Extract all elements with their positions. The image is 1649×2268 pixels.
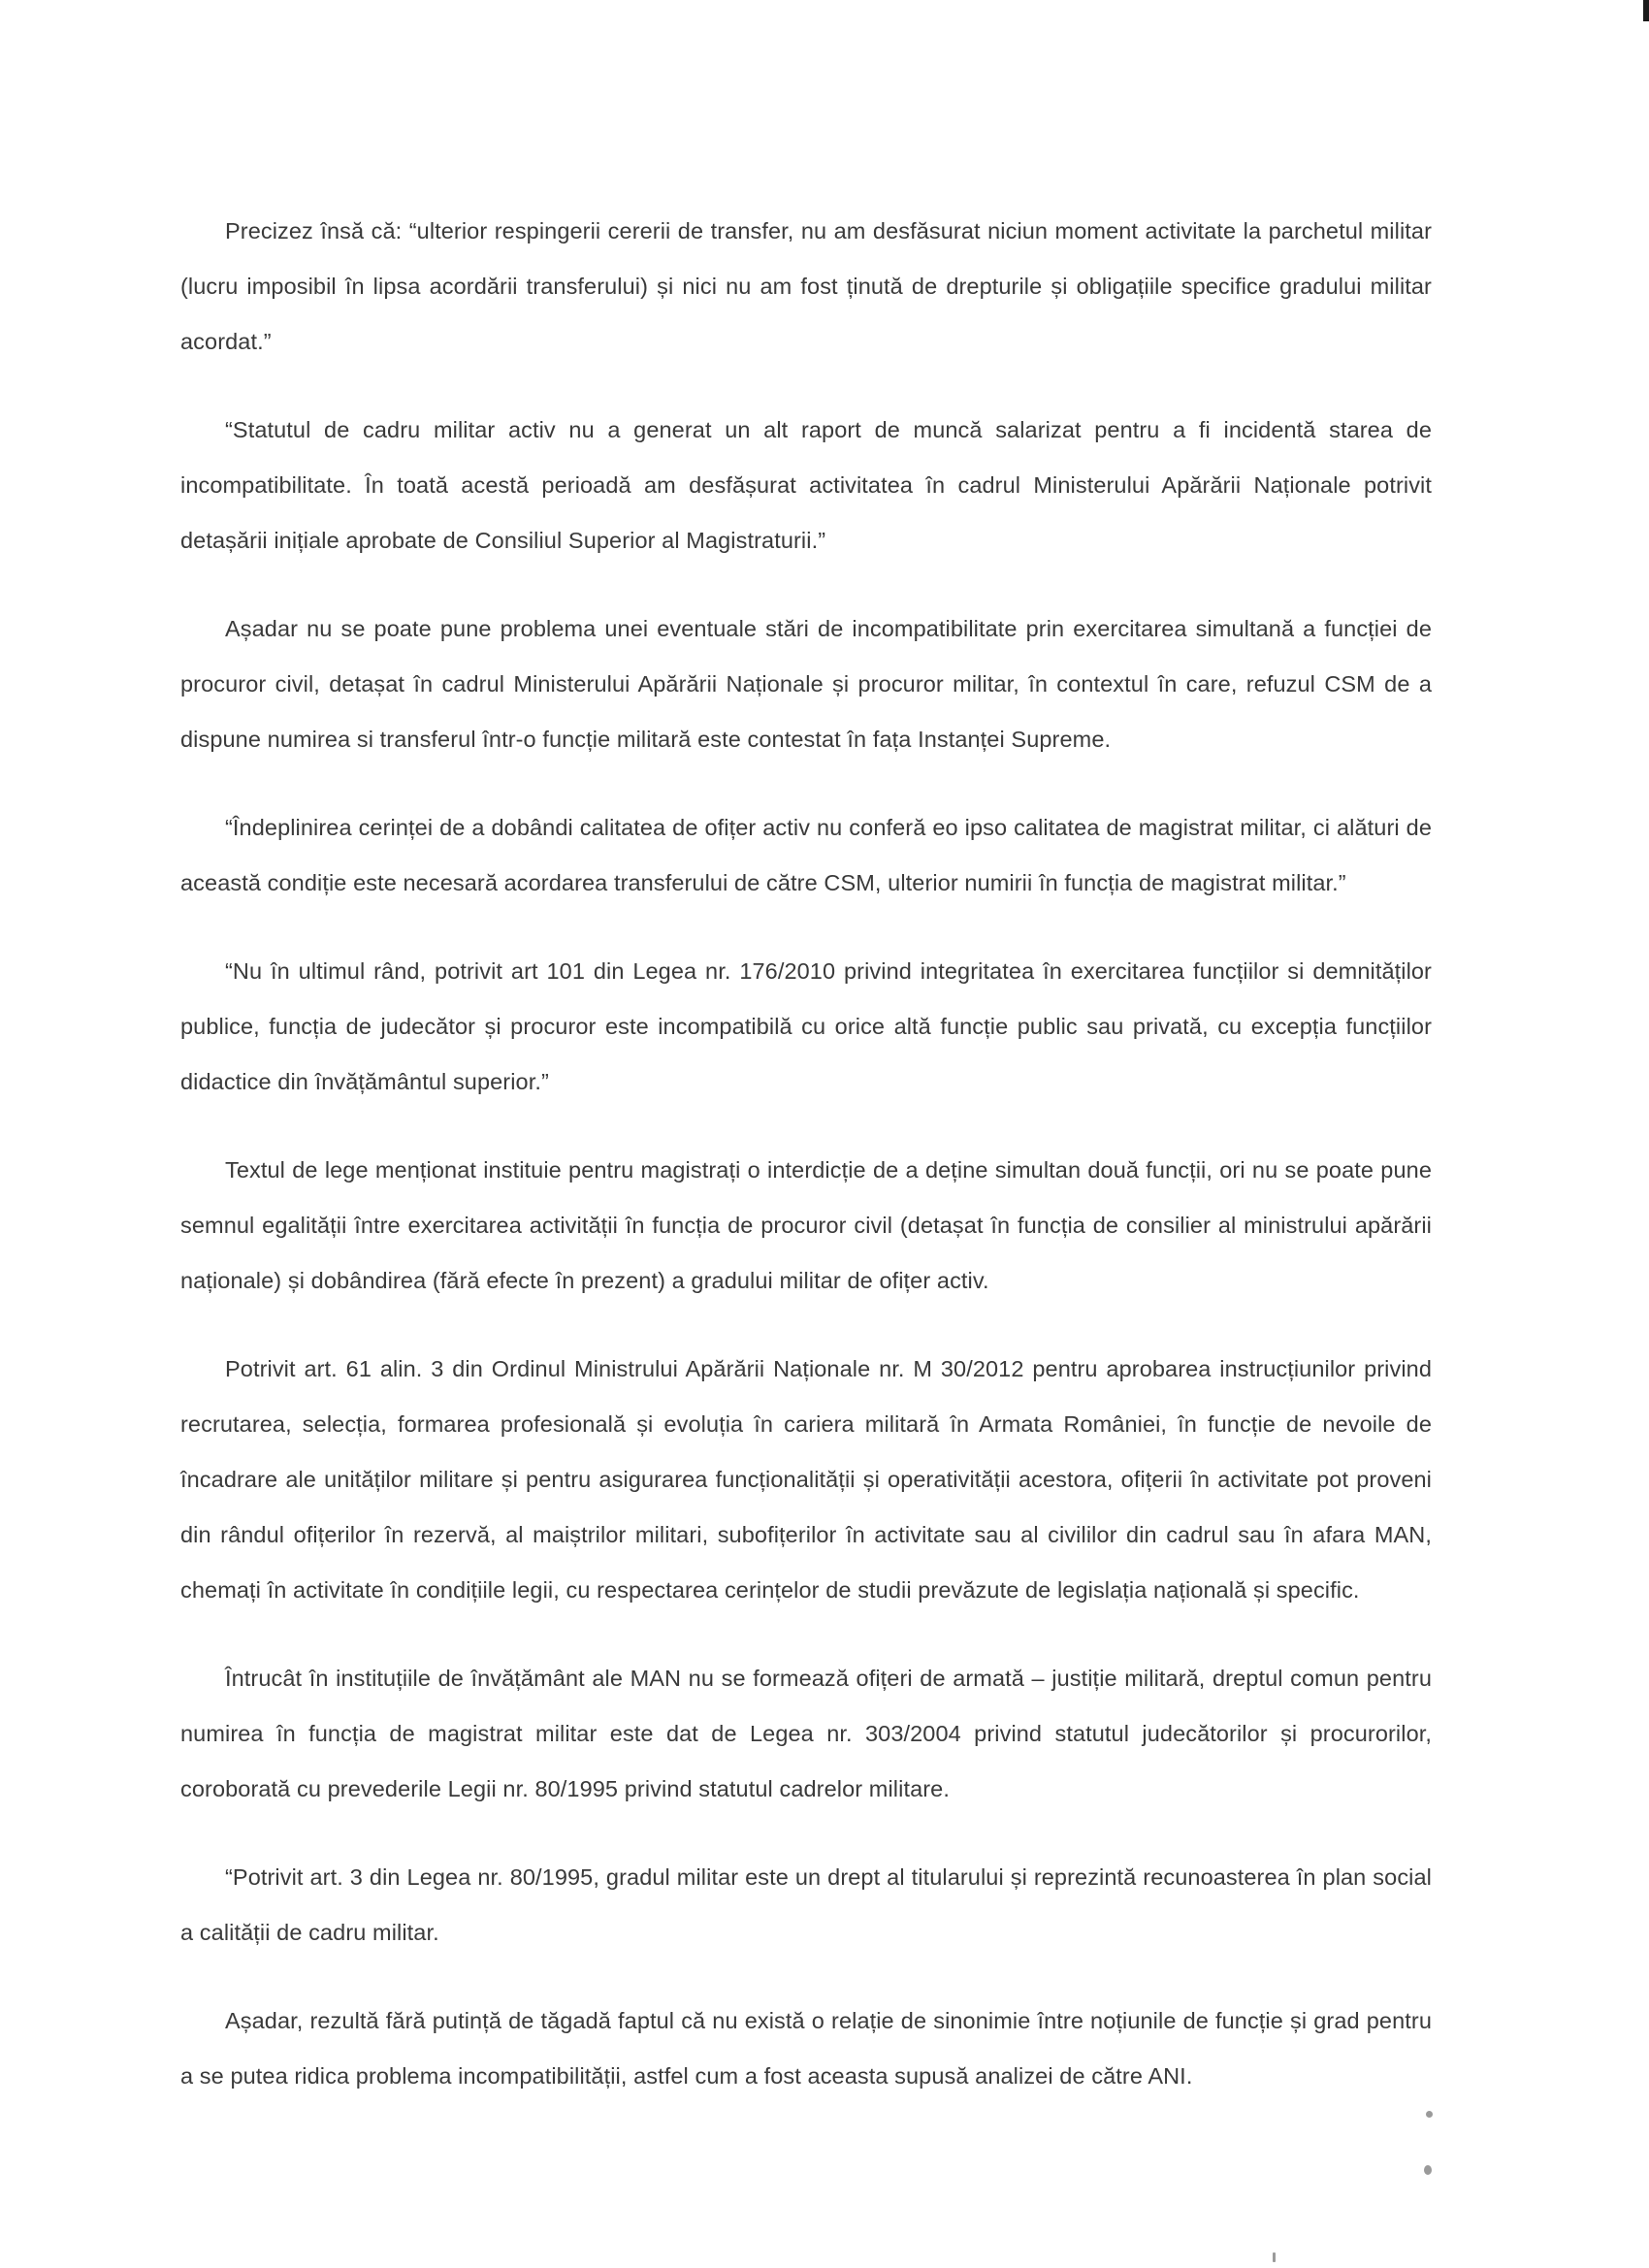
paragraph-10: Așadar, rezultă fără putință de tăgadă faptul că nu există o relație de sinonimie între noțiunile de funcție și grad pentru a se putea ridica problema incompatibilității, astfel cum a fost aceasta supusă analizei de către ANI. <box>180 2008 1432 2089</box>
paragraph-4: “Îndeplinirea cerinței de a dobândi calitatea de ofițer activ nu conferă eo ipso calitatea de magistrat militar, ci alături de această condiție este necesară acordarea transferului de către CSM, ulterior numirii în funcția de magistrat militar.” <box>180 815 1432 895</box>
scan-speck <box>1426 2111 1433 2118</box>
paragraph-6: Textul de lege menționat instituie pentru magistrați o interdicție de a deține simultan două funcții, ori nu se poate pune semnul egalității între exercitarea activității în funcția de procuror civil (detașat în funcția de consilier al ministrului apărării naționale) și dobândirea (fără efecte în prezent) a gradului militar de ofițer activ. <box>180 1157 1432 1293</box>
paragraph-8: Întrucât în instituțiile de învățământ ale MAN nu se formează ofițeri de armată – justiție militară, dreptul comun pentru numirea în funcția de magistrat militar este dat de Legea nr. 303/2004 privind statutul judecătorilor și procurorilor, coroborată cu prevederile Legii nr. 80/1995 privind statutul cadrelor militare. <box>180 1666 1432 1801</box>
paragraph-2: “Statutul de cadru militar activ nu a generat un alt raport de muncă salarizat pentru a fi incidentă starea de incompatibilitate. În toată acestă perioadă am desfășurat activitatea în cadrul Ministerului Apărării Naționale potrivit detașării inițiale aprobate de Consiliul Superior al Magistraturii.” <box>180 417 1432 553</box>
paragraph-3: Așadar nu se poate pune problema unei eventuale stări de incompatibilitate prin exercitarea simultană a funcției de procuror civil, detașat în cadrul Ministerului Apărării Naționale și procuror militar, în contextul în care, refuzul CSM de a dispune numirea si transferul într-o funcție militară este contestat în fața Instanței Supreme. <box>180 616 1432 752</box>
scan-speck <box>1273 2252 1276 2262</box>
scan-edge-shadow <box>1643 0 1649 21</box>
paragraph-9: “Potrivit art. 3 din Legea nr. 80/1995, gradul militar este un drept al titularului și reprezintă recunoasterea în plan social a calității de cadru militar. <box>180 1864 1432 1945</box>
paragraph-1: Precizez însă că: “ulterior respingerii cererii de transfer, nu am desfăsurat niciun moment activitate la parchetul militar (lucru imposibil în lipsa acordării transferului) și nici nu am fost ținută de drepturile și obligațiile specifice gradului militar acordat.” <box>180 218 1432 354</box>
paragraph-5: “Nu în ultimul rând, potrivit art 101 din Legea nr. 176/2010 privind integritatea în exercitarea funcțiilor si demnităților publice, funcția de judecător și procuror este incompatibilă cu orice altă funcție public sau privată, cu excepția funcțiilor didactice din învățământul superior.” <box>180 958 1432 1094</box>
paragraph-7: Potrivit art. 61 alin. 3 din Ordinul Ministrului Apărării Naționale nr. M 30/2012 pentru aprobarea instrucțiunilor privind recrutarea, selecția, formarea profesională și evoluția în cariera militară în Armata României, în funcție de nevoile de încadrare ale unităților militare și pentru asigurarea funcționalității și operativității acestora, ofițerii în activitate pot proveni din rândul ofițerilor în rezervă, al maiștrilor militari, subofițerilor în activitate sau al civililor din cadrul sau în afara MAN, chemați în activitate în condițiile legii, cu respectarea cerințelor de studii prevăzute de legislația națională și specific. <box>180 1356 1432 1603</box>
document-body <box>180 204 1432 2137</box>
scan-speck <box>1424 2165 1432 2175</box>
